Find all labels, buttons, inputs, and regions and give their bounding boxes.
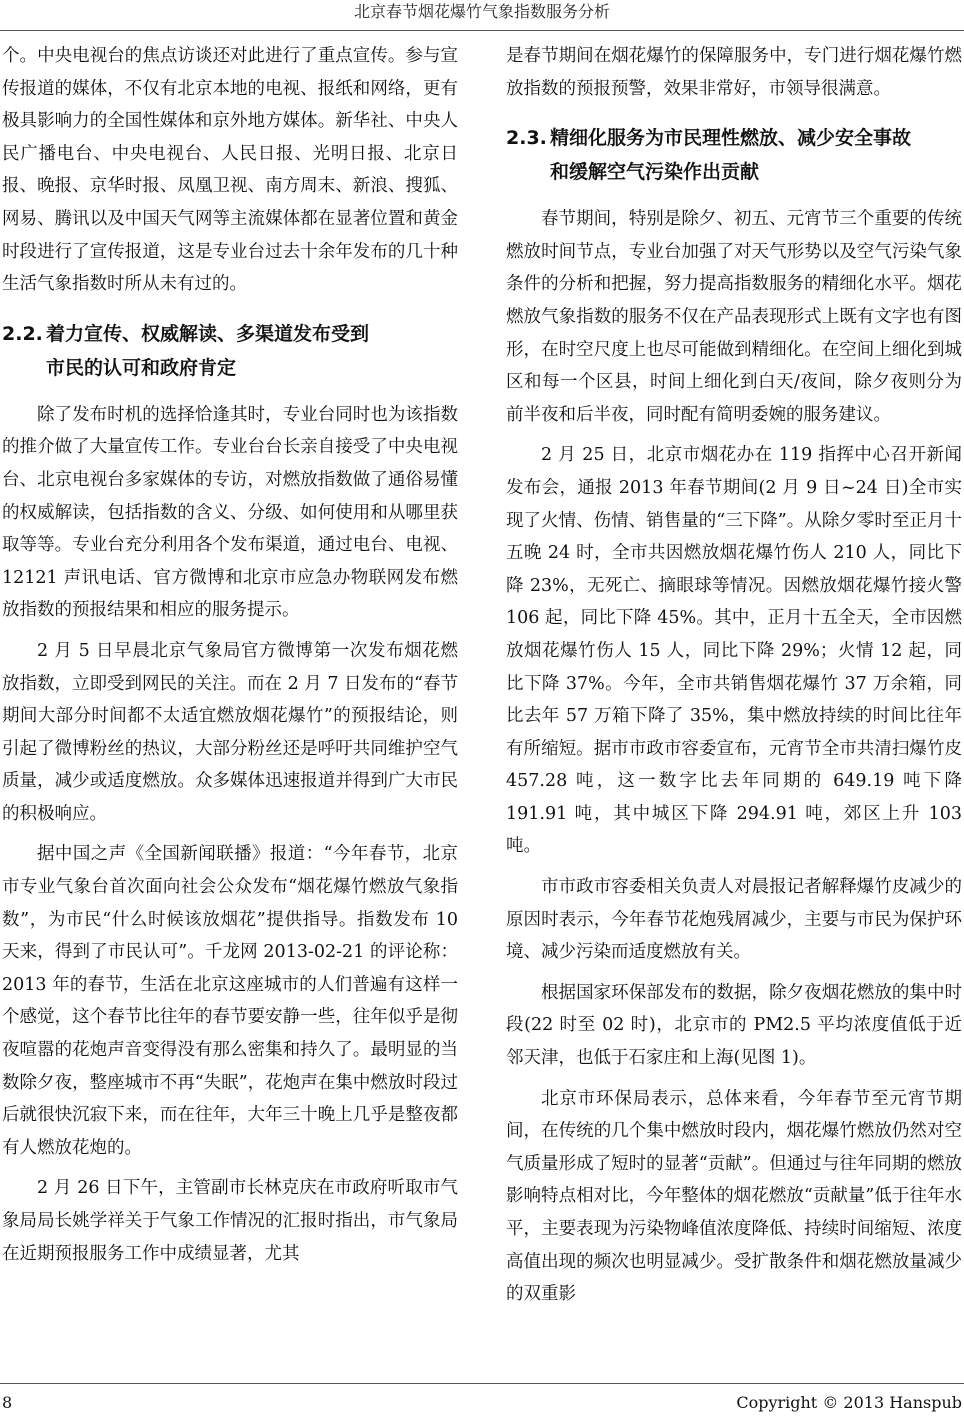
section-title-line1: 着力宣传、权威解读、多渠道发布受到	[46, 322, 370, 345]
copyright-notice: Copyright © 2013 Hanspub	[736, 1393, 962, 1412]
section-heading-2-2	[2, 317, 458, 385]
paragraph: 春节期间，特别是除夕、初五、元宵节三个重要的传统燃放时间节点，专业台加强了对天气形势以及空气污染气象条件的分析和把握，努力提高指数服务的精细化水平。烟花燃放气象指数的服务不仅在产品表现形式上既有文字也有图形，在时空尺度上也尽可能做到精细化。在空间上细化到城区和每一个区县，时间上细化到白天/夜间，除夕夜则分为前半夜和后半夜，同时配有简明委婉的服务建议。	[506, 209, 962, 425]
paragraph: 个。中央电视台的焦点访谈还对此进行了重点宣传。参与宣传报道的媒体，不仅有北京本地的电视、报纸和网络，更有极具影响力的全国性媒体和京外地方媒体。新华社、中央人民广播电台、中央电视台、人民日报、光明日报、北京日报、晚报、京华时报、凤凰卫视、南方周末、新浪、搜狐、网易、腾讯以及中国天气网等主流媒体都在显著位置和黄金时段进行了宣传报道，这是专业台过去十余年发布的几十种生活气象指数时所从未有过的。	[2, 46, 458, 295]
section-number: 2.2.	[2, 322, 43, 345]
section-heading-2-3	[506, 121, 962, 189]
paragraph: 2 月 26 日下午，主管副市长林克庆在市政府听取市气象局局长姚学祥关于气象工作情况的汇报时指出，市气象局在近期预报服务工作中成绩显著，尤其	[2, 1178, 458, 1264]
running-header	[0, 0, 964, 31]
section-number: 2.3.	[506, 127, 547, 150]
page-number: 8	[2, 1393, 13, 1412]
section-title-line2: 市民的认可和政府肯定	[46, 356, 237, 379]
paragraph: 2 月 5 日早晨北京气象局官方微博第一次发布烟花燃放指数，立即受到网民的关注。而在 2 月 7 日发布的“春节期间大部分时间都不太适宜燃放烟花爆竹”的预报结论，则引起了微博粉丝的热议，大部分粉丝还是呼吁共同维护空气质量，减少或适度燃放。众多媒体迅速报道并得到广大市民的积极响应。	[2, 640, 458, 824]
paragraph: 除了发布时机的选择恰逢其时，专业台同时也为该指数的推介做了大量宣传工作。专业台台长亲自接受了中央电视台、北京电视台多家媒体的专访，对燃放指数做了通俗易懂的权威解读，包括指数的含义、分级、如何使用和从哪里获取等等。专业台充分利用各个发布渠道，通过电台、电视、12121 声讯电话、官方微博和北京市应急办物联网发布燃放指数的预报结果和相应的服务提示。	[2, 404, 458, 621]
section-title-line2: 和缓解空气污染作出贡献	[550, 161, 760, 184]
left-column	[2, 40, 458, 1270]
paragraph: 北京市环保局表示，总体来看，今年春节至元宵节期间，在传统的几个集中燃放时段内，烟花爆竹燃放仍然对空气质量形成了短时的显著“贡献”。但通过与往年同期的燃放影响特点相对比，今年整体的烟花燃放“贡献量”低于往年水平，主要表现为污染物峰值浓度降低、持续时间缩短、浓度高值出现的频次也明显减少。受扩散条件和烟花燃放量减少的双重影	[506, 1088, 962, 1305]
right-column	[506, 40, 962, 1311]
paragraph: 市市政市容委相关负责人对晨报记者解释爆竹皮减少的原因时表示，今年春节花炮残屑减少，主要与市民为保护环境、减少污染而适度燃放有关。	[506, 877, 962, 963]
header-title: 北京春节烟花爆竹气象指数服务分析	[353, 2, 610, 21]
paragraph: 是春节期间在烟花爆竹的保障服务中，专门进行烟花爆竹燃放指数的预报预警，效果非常好，市领导很满意。	[506, 46, 962, 99]
page-footer	[0, 1383, 964, 1410]
paragraph: 根据国家环保部发布的数据，除夕夜烟花燃放的集中时段(22 时至 02 时)，北京市的 PM2.5 平均浓度值低于近邻天津，也低于石家庄和上海(见图 1)。	[506, 982, 962, 1069]
section-title-line1: 精细化服务为市民理性燃放、减少安全事故	[550, 127, 912, 150]
paragraph: 据中国之声《全国新闻联播》报道：“今年春节，北京市专业气象台首次面向社会公众发布“烟花爆竹燃放气象指数”，为市民“什么时候该放烟花”提供指导。指数发布 10 天来，得到了市民认可”。千龙网 2013-02-21 的评论称：2013 年的春节，生活在北京这座城市的人们普遍有这样一个感觉，这个春节比往年的春节要安静一些，往年似乎是彻夜喧嚣的花炮声音变得没有那么密集和持久了。最明显的当数除夕夜，整座城市不再“失眠”，花炮声在集中燃放时段过后就很快沉寂下来，而在往年，大年三十晚上几乎是整夜都有人燃放花炮的。	[2, 844, 458, 1158]
paragraph: 2 月 25 日，北京市烟花办在 119 指挥中心召开新闻发布会，通报 2013 年春节期间(2 月 9 日~24 日)全市实现了火情、伤情、销售量的“三下降”。从除夕零时至正月十五晚 24 时，全市共因燃放烟花爆竹伤人 210 人，同比下降 23%，无死亡、摘眼球等情况。因燃放烟花爆竹接火警 106 起，同比下降 45%。其中，正月十五全天，全市因燃放烟花爆竹伤人 15 人，同比下降 29%；火情 12 起，同比下降 37%。今年，全市共销售烟花爆竹 37 万余箱，同比去年 57 万箱下降了 35%，集中燃放持续的时间比往年有所缩短。据市市政市容委宣布，元宵节全市共清扫爆竹皮 457.28 吨，这一数字比去年同期的 649.19 吨下降 191.91 吨，其中城区下降 294.91 吨，郊区上升 103 吨。	[506, 445, 962, 857]
